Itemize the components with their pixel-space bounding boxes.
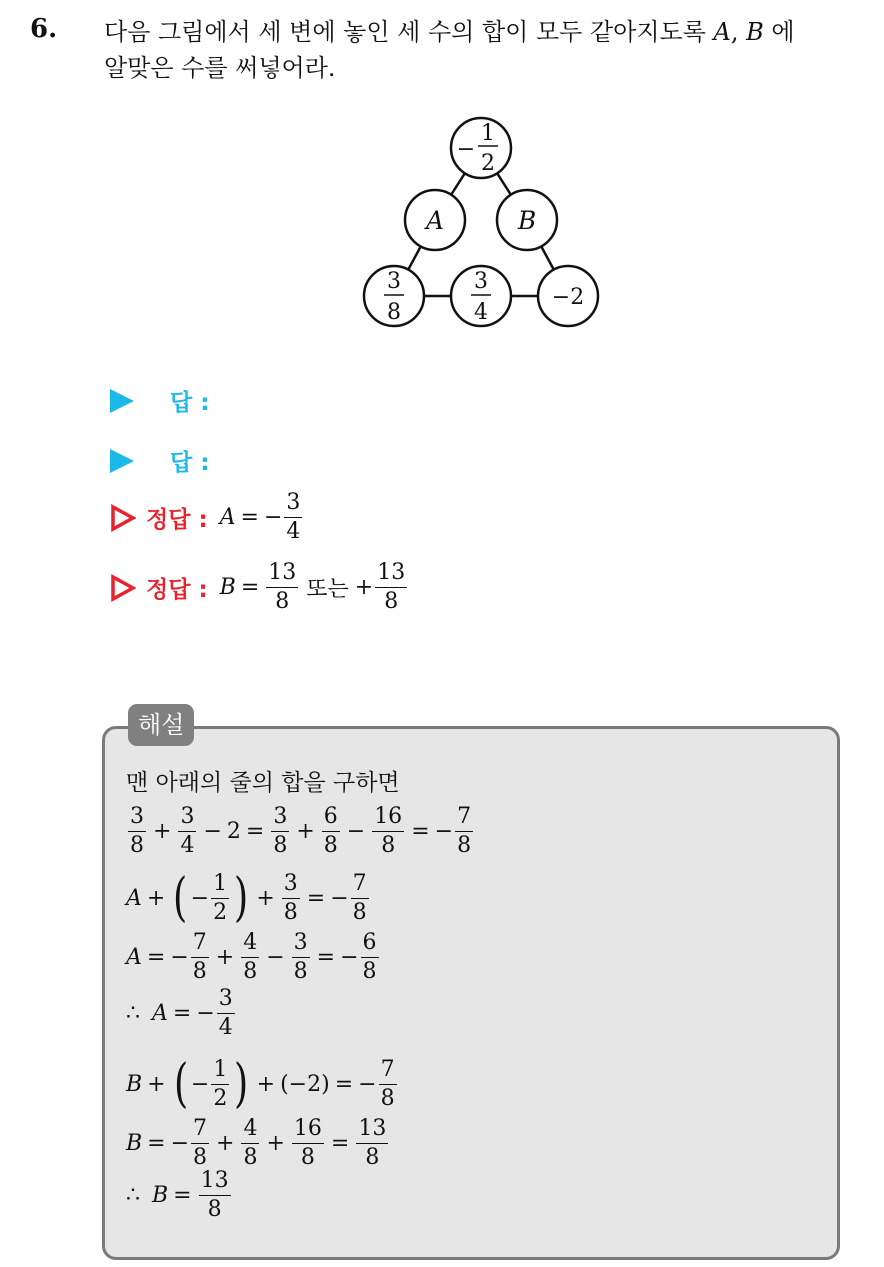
question-text-line2: 알맞은 수를 써넣어라.	[104, 54, 336, 82]
solution-line-7: ∴ B = $\frac{13}{8}$	[126, 1168, 229, 1222]
therefore-symbol: ∴	[126, 1001, 140, 1026]
outline-triangle-icon	[110, 574, 136, 602]
node-br-label: −2	[551, 285, 585, 310]
question-text-part1: 다음 그림에서 세 변에 놓인 세 수의 합이 모두 같아지도록	[104, 18, 714, 46]
question-text	[104, 14, 864, 86]
triangle-diagram	[350, 110, 610, 340]
comma: ,	[730, 18, 747, 46]
correct-answer-2: B = $\frac{13}{8}$ 또는 + $\frac{13}{8}$	[219, 560, 406, 614]
node-bm-num: 3	[474, 269, 488, 294]
node-top-num: 1	[481, 121, 495, 146]
outline-triangle-icon	[110, 504, 136, 532]
correct-label-2: 정답 :	[146, 577, 208, 603]
answer-label-1: 답 :	[170, 390, 210, 416]
correct-answer-row-2	[110, 562, 409, 613]
question-number: 6.	[30, 14, 58, 44]
therefore-symbol: ∴	[126, 1183, 140, 1208]
solution-line-1: $\frac{3}{8}$ + $\frac{3}{4}$ − 2 = $\frac{3}{8}$ + $\frac{6}{8}$ − $\frac{16}{8}$ = − $\frac{7}{8}$	[130, 804, 472, 858]
var-b: B	[746, 18, 764, 46]
node-bl-num: 3	[387, 269, 401, 294]
answer-row-1	[110, 384, 209, 417]
node-bm-den: 4	[474, 300, 488, 325]
solution-line-4: ∴ A = − $\frac{3}{4}$	[126, 986, 233, 1040]
node-top-den: 2	[481, 151, 495, 176]
play-icon	[110, 389, 134, 413]
answer-label-2: 답 :	[170, 450, 210, 476]
correct-answer-1: A = − $\frac{3}{4}$	[219, 490, 301, 544]
correct-label-1: 정답 :	[146, 507, 208, 533]
solution-intro: 맨 아래의 줄의 합을 구하면	[126, 770, 400, 796]
solution-line-5: B + ( − $\frac{1}{2}$ ) + (−2) = − $\frac{7}{8}$	[126, 1054, 395, 1114]
solution-badge: 해설	[128, 704, 194, 746]
var-a: A	[713, 18, 731, 46]
solution-line-2: A + ( − $\frac{1}{2}$ ) + $\frac{3}{8}$ = − $\frac{7}{8}$	[126, 868, 367, 928]
node-bl-den: 8	[387, 300, 401, 325]
answer-row-2	[110, 444, 209, 477]
node-top-sign: −	[456, 137, 476, 162]
correct-answer-row-1	[110, 492, 304, 543]
node-b-label: B	[517, 206, 537, 235]
question-text-part2: 에	[763, 18, 795, 46]
solution-line-3: A = − $\frac{7}{8}$ + $\frac{4}{8}$ − $\frac{3}{8}$ = − $\frac{6}{8}$	[126, 930, 377, 984]
play-icon	[110, 449, 134, 473]
solution-line-6: B = − $\frac{7}{8}$ + $\frac{4}{8}$ + $\frac{16}{8}$ = $\frac{13}{8}$	[126, 1116, 387, 1170]
node-a-label: A	[425, 206, 445, 235]
